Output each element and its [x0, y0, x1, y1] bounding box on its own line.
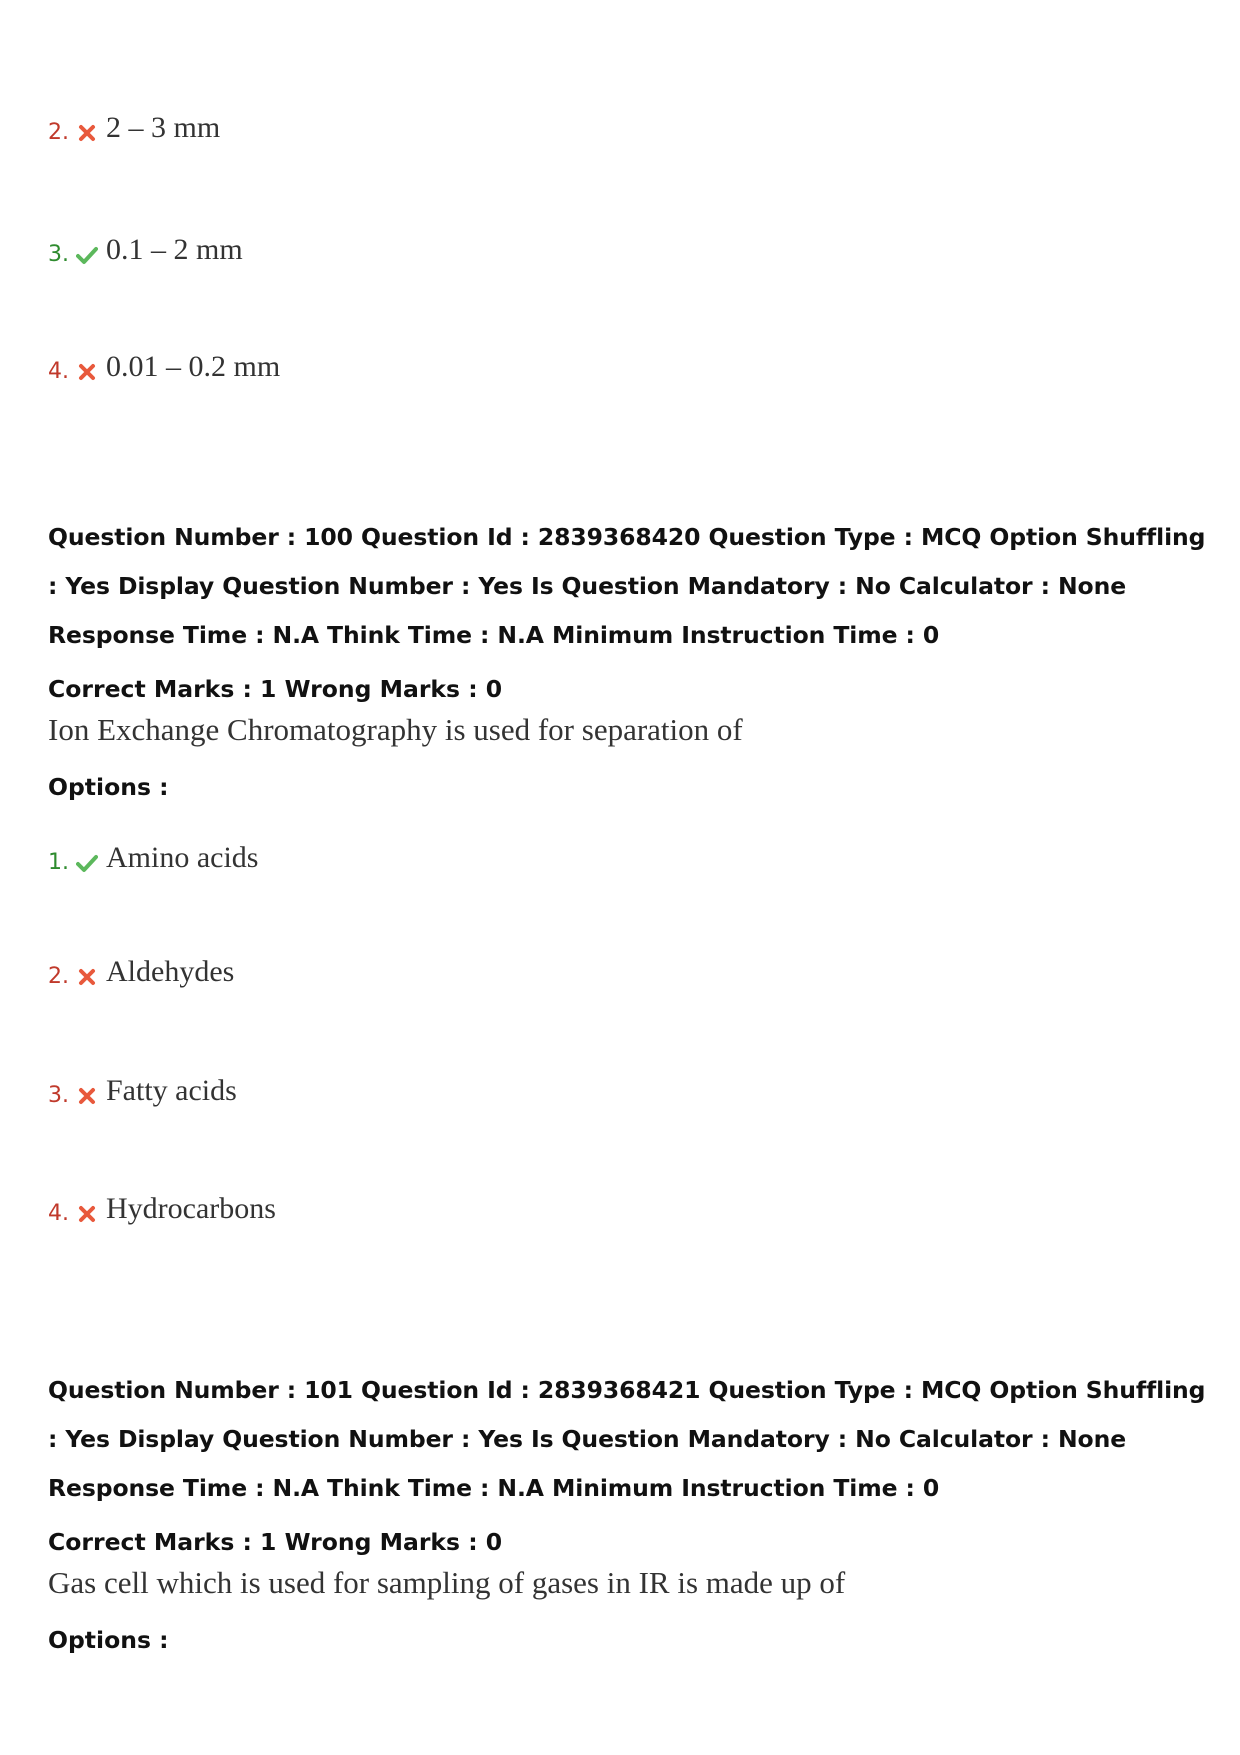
cross-icon: [76, 361, 98, 383]
question-meta: Question Number : 100 Question Id : 2839368420 Question Type : MCQ Option Shuffling : Yes Display Question Number : Yes Is Question Mandatory : No Calculator : None Response Time : N.A Think Time : N.A Minimum Instruction Time : 0: [48, 523, 1206, 649]
option-row: [48, 1189, 276, 1229]
question-meta: Question Number : 101 Question Id : 2839368421 Question Type : MCQ Option Shuffling : Yes Display Question Number : Yes Is Question Mandatory : No Calculator : None Response Time : N.A Think Time : N.A Minimum Instruction Time : 0: [48, 1376, 1206, 1502]
option-text: 0.1 – 2 mm: [106, 233, 243, 266]
check-icon: [76, 244, 98, 266]
options-label: Options :: [48, 773, 169, 801]
option-row: [48, 230, 243, 270]
option-number: 2.: [48, 963, 69, 989]
option-row: [48, 838, 258, 878]
option-number: 3.: [48, 241, 69, 267]
option-number: 4.: [48, 358, 69, 384]
cross-icon: [76, 1203, 98, 1225]
options-label: Options :: [48, 1626, 169, 1654]
option-number: 3.: [48, 1082, 69, 1108]
option-text: Aldehydes: [106, 955, 235, 988]
option-row: [48, 347, 280, 387]
option-text: Amino acids: [106, 841, 259, 874]
question-text: Ion Exchange Chromatography is used for separation of: [48, 712, 743, 747]
cross-icon: [76, 1085, 98, 1107]
option-number: 1.: [48, 849, 69, 875]
cross-icon: [76, 122, 98, 144]
option-text: Hydrocarbons: [106, 1192, 276, 1225]
check-icon: [76, 852, 98, 874]
cross-icon: [76, 966, 98, 988]
option-text: Fatty acids: [106, 1074, 237, 1107]
option-row: [48, 1071, 237, 1111]
option-row: [48, 108, 220, 148]
option-row: [48, 952, 234, 992]
question-marks: Correct Marks : 1 Wrong Marks : 0: [48, 675, 503, 703]
question-text: Gas cell which is used for sampling of gases in IR is made up of: [48, 1565, 846, 1600]
option-text: 0.01 – 0.2 mm: [106, 350, 281, 383]
option-text: 2 – 3 mm: [106, 111, 221, 144]
option-number: 4.: [48, 1200, 69, 1226]
question-marks: Correct Marks : 1 Wrong Marks : 0: [48, 1528, 503, 1556]
option-number: 2.: [48, 119, 69, 145]
